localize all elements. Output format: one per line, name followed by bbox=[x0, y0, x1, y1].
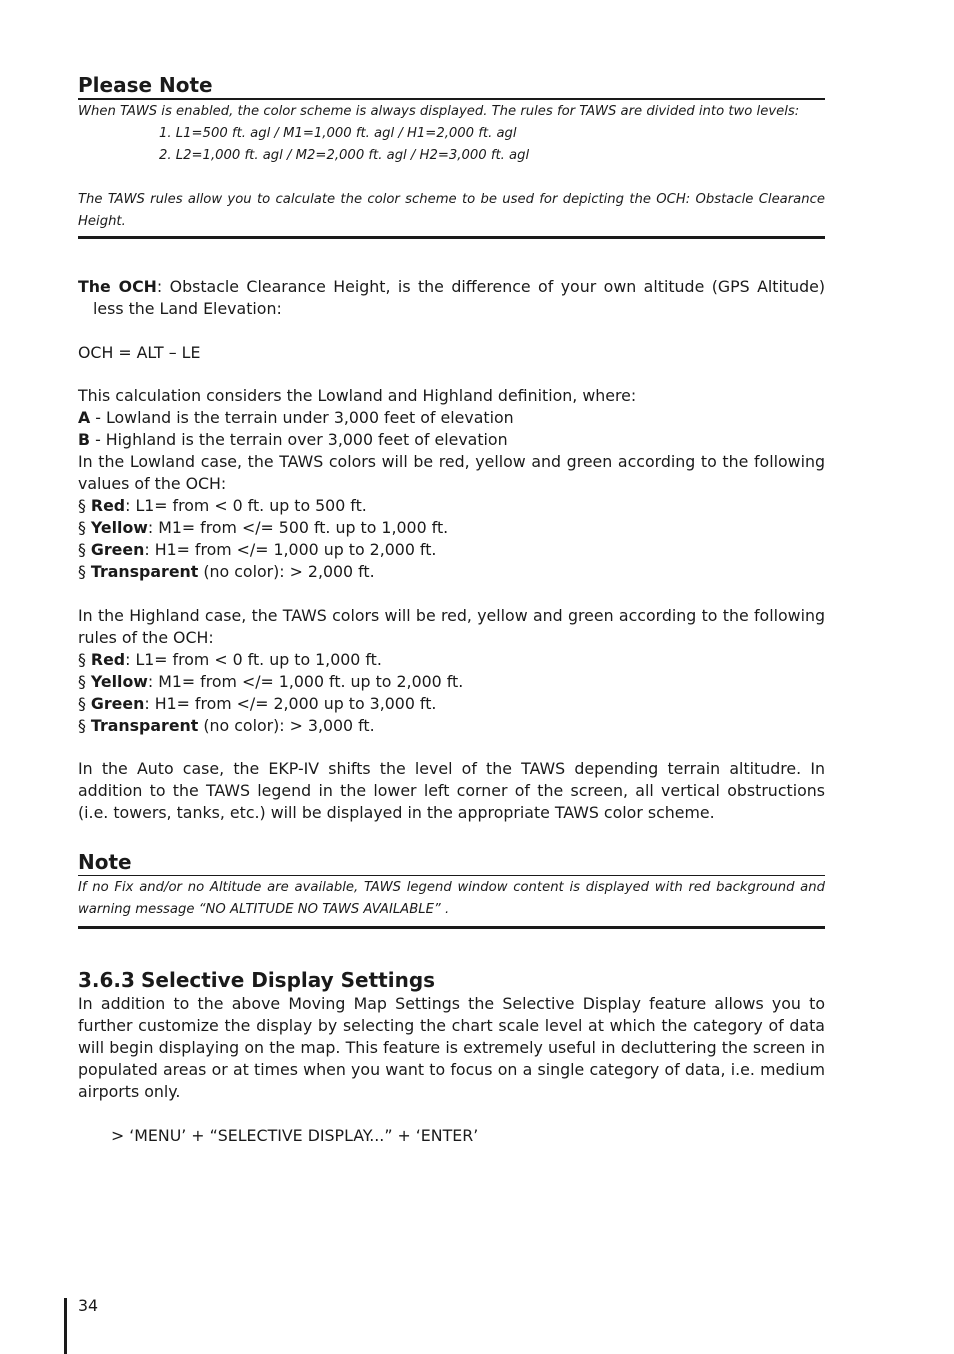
note-bottom-rule bbox=[78, 926, 825, 929]
lowland-highland-intro: This calculation considers the Lowland and Highland definition, where: bbox=[78, 386, 637, 405]
lowland-rules bbox=[78, 495, 825, 583]
rule-text: : M1= from </= 500 ft. up to 1,000 ft. bbox=[147, 518, 449, 537]
och-term: The OCH bbox=[78, 277, 157, 296]
auto-case-paragraph: In the Auto case, the EKP-IV shifts the level of the TAWS depending terrain altitudre. In addition to the TAWS legend in the lower left corner of the screen, all vertical obstructions (i.e. towers, tanks, etc.) will be displayed in the appropriate TAWS color scheme. bbox=[78, 759, 825, 822]
rule-label: Green bbox=[90, 694, 145, 713]
please-note-body bbox=[78, 101, 825, 233]
spacer bbox=[78, 320, 825, 342]
section-body: In addition to the above Moving Map Settings the Selective Display feature allows you to further customize the display by selecting the chart scale level at which the category of data will begin displaying on the map. This feature is extremely useful in decluttering the screen in populated areas or at times when you want to focus on a single category of data, i.e. medium airports only. bbox=[78, 994, 825, 1101]
section-number: 3.6.3 bbox=[78, 968, 135, 992]
highland-intro: In the Highland case, the TAWS colors will be red, yellow and green according to the following rules of the OCH: bbox=[78, 606, 825, 647]
rule-text: : H1= from </= 1,000 up to 2,000 ft. bbox=[144, 540, 437, 559]
page-number: 34 bbox=[78, 1296, 99, 1315]
section-sign: § bbox=[78, 518, 91, 537]
rule-text: (no color): > 3,000 ft. bbox=[198, 716, 375, 735]
list-item bbox=[78, 649, 825, 671]
section-3-6-3 bbox=[78, 967, 825, 1147]
page-content bbox=[78, 72, 825, 1147]
rule-label: Transparent bbox=[90, 716, 199, 735]
section-heading bbox=[78, 967, 825, 993]
spacer bbox=[78, 364, 825, 385]
section-sign: § bbox=[78, 496, 91, 515]
rule-label: Transparent bbox=[90, 562, 199, 581]
definition-a-text: - Lowland is the terrain under 3,000 feet of elevation bbox=[90, 408, 514, 427]
highland-rules bbox=[78, 649, 825, 737]
section-title: Selective Display Settings bbox=[141, 968, 436, 992]
section-body-wrapper bbox=[78, 993, 825, 1147]
section-sign: § bbox=[78, 694, 91, 713]
note-text: If no Fix and/or no Altitude are available, TAWS legend window content is displayed with red background and warning message “NO ALTITUDE NO TAWS AVAILABLE” . bbox=[78, 880, 825, 917]
rule-label: Yellow bbox=[90, 672, 148, 691]
definition-b-text: - Highland is the terrain over 3,000 feet of elevation bbox=[90, 430, 508, 449]
rule-text: : M1= from </= 1,000 ft. up to 2,000 ft. bbox=[147, 672, 464, 691]
rule-label: Green bbox=[90, 540, 145, 559]
please-note-intro: When TAWS is enabled, the color scheme is always displayed. The rules for TAWS are divided into two levels: bbox=[78, 104, 800, 119]
list-item bbox=[78, 495, 825, 517]
rule-text: : L1= from < 0 ft. up to 500 ft. bbox=[125, 496, 367, 515]
please-note-bottom-rule bbox=[78, 236, 825, 239]
rule-label: Yellow bbox=[90, 518, 148, 537]
please-note-box bbox=[78, 72, 825, 239]
rule-text: : L1= from < 0 ft. up to 1,000 ft. bbox=[125, 650, 382, 669]
och-definition-text: : Obstacle Clearance Height, is the difference of your own altitude (GPS Altitude) less the Land Elevation: bbox=[93, 277, 825, 318]
section-sign: § bbox=[78, 540, 91, 559]
spacer bbox=[78, 583, 825, 605]
definition-a bbox=[78, 407, 825, 429]
spacer bbox=[78, 737, 825, 758]
rule-label: Red bbox=[90, 650, 126, 669]
please-note-closing: The TAWS rules allow you to calculate the color scheme to be used for depicting the OCH: Obstacle Clearance Height. bbox=[78, 192, 825, 229]
footer-margin-bar bbox=[64, 1298, 67, 1354]
please-note-title: Please Note bbox=[78, 72, 825, 100]
list-item bbox=[78, 561, 825, 583]
list-item bbox=[78, 517, 825, 539]
definition-b bbox=[78, 429, 825, 451]
note-title: Note bbox=[78, 849, 825, 876]
list-item bbox=[78, 539, 825, 561]
list-item bbox=[78, 671, 825, 693]
och-definition bbox=[78, 276, 825, 320]
note-box bbox=[78, 849, 825, 929]
och-formula: OCH = ALT – LE bbox=[78, 343, 201, 362]
list-item bbox=[78, 715, 825, 737]
lowland-intro: In the Lowland case, the TAWS colors will be red, yellow and green according to the following values of the OCH: bbox=[78, 452, 825, 493]
section-sign: § bbox=[78, 672, 91, 691]
spacer bbox=[78, 1103, 825, 1125]
list-item bbox=[78, 693, 825, 715]
section-sign: § bbox=[78, 562, 91, 581]
taws-level-2: 2. L2=1,000 ft. agl / M2=2,000 ft. agl / H2=3,000 ft. agl bbox=[159, 148, 530, 163]
rule-text: (no color): > 2,000 ft. bbox=[198, 562, 375, 581]
menu-command: > ‘MENU’ + “SELECTIVE DISPLAY...” + ‘ENTER’ bbox=[111, 1126, 479, 1145]
definition-b-label: B bbox=[78, 430, 91, 449]
main-body bbox=[78, 276, 825, 824]
section-sign: § bbox=[78, 650, 91, 669]
rule-label: Red bbox=[90, 496, 126, 515]
section-sign: § bbox=[78, 716, 91, 735]
taws-level-1: 1. L1=500 ft. agl / M1=1,000 ft. agl / H1=2,000 ft. agl bbox=[159, 126, 517, 141]
spacer bbox=[78, 167, 825, 189]
definition-a-label: A bbox=[78, 408, 91, 427]
rule-text: : H1= from </= 2,000 up to 3,000 ft. bbox=[144, 694, 437, 713]
